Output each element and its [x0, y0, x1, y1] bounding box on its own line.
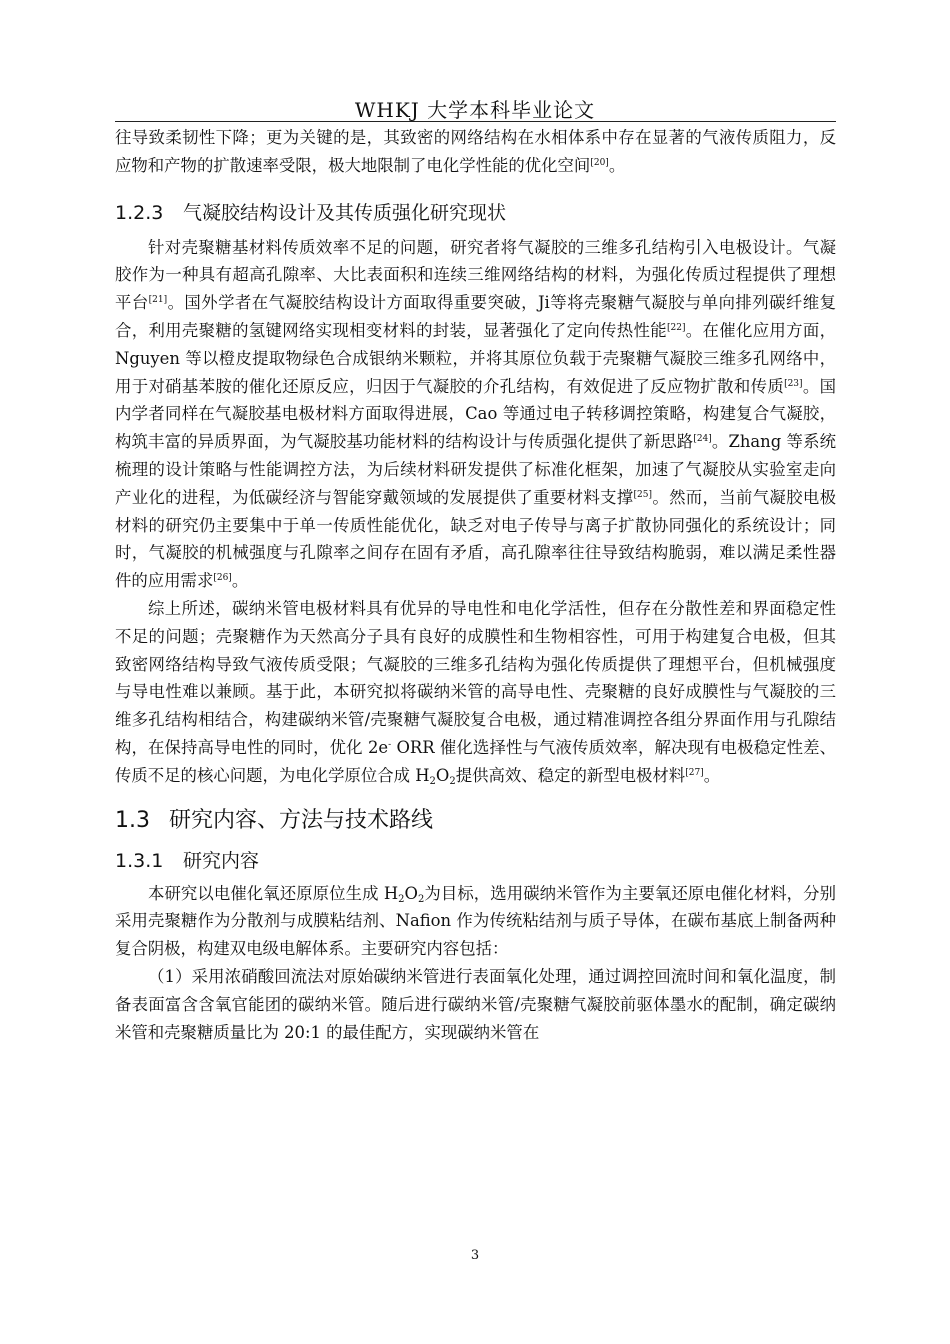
text-run: 。Zhang 等系统梳理的设计策略与性能调控方法，为后续材料研发提供了标准化框架，加速了气凝胶从实验室走向产业化的进程，为低碳经济与智能穿戴领域的发展提供了重要材料支撑: [115, 432, 836, 507]
citation-superscript: [25]: [633, 489, 653, 500]
citation-superscript: [24]: [693, 434, 712, 445]
citation-superscript: [23]: [784, 378, 803, 389]
subscript: 2: [417, 893, 425, 905]
citation-superscript: [20]: [590, 157, 609, 168]
text-run: 提供高效、稳定的新型电极材料: [455, 765, 686, 785]
running-header: WHKJ 大学本科毕业论文: [354, 98, 596, 122]
paragraph-item-1: [115, 963, 836, 1046]
text-run: 。国内学者同样在气凝胶基电极材料方面取得进展，Cao 等通过电子转移调控策略，构建复合气凝胶，构筑丰富的异质界面，为气凝胶基功能材料的结构设计与传质强化提供了新思路: [115, 376, 836, 452]
header-rule: [115, 121, 836, 122]
section-heading-1-2-3: [115, 198, 836, 228]
citation-superscript: -: [388, 739, 392, 750]
subscript: 2: [449, 775, 456, 787]
page-number: 3: [470, 1248, 480, 1263]
text-run: （1）采用浓硝酸回流法对原始碳纳米管进行表面氧化处理，通过调控回流时间和氧化温度，制备表面富含含氧官能团的碳纳米管。随后进行碳纳米管/壳聚糖气凝胶前驱体墨水的配制，确定碳纳米管和壳聚糖质量比为 20:1 的最佳配方，实现碳纳米管在: [115, 966, 836, 1042]
citation-superscript: [26]: [213, 573, 232, 584]
section-heading-1-3: [115, 804, 836, 838]
section-title: 研究内容、方法与技术路线: [169, 807, 434, 833]
text-run: 本研究以电催化氧还原原位生成 H: [148, 883, 399, 903]
subscript: 2: [429, 775, 436, 787]
paragraph-research-content: [115, 880, 836, 963]
paragraph-continued: [115, 124, 836, 180]
text-run: 。在催化应用方面，Nguyen 等以橙皮提取物绿色合成银纳米颗粒，并将其原位负载于壳聚糖气凝胶三维多孔网络中，用于对硝基苯胺的催化还原反应，归因于气凝胶的介孔结构，有效促进了反应物扩散和传质: [115, 320, 837, 396]
text-run: O: [404, 883, 418, 903]
section-title: 研究内容: [183, 849, 260, 872]
citation-superscript: [27]: [685, 767, 704, 778]
text-run: 。国外学者在气凝胶结构设计方面取得重要突破，Ji等将壳聚糖气凝胶与单向排列碳纤维复合，利用壳聚糖的氢键网络实现相变材料的封装，显著强化了定向传热性能: [115, 293, 836, 340]
subscript: 2: [398, 893, 405, 905]
citation-superscript: [21]: [148, 295, 168, 306]
text-run: O: [435, 765, 450, 785]
text-run: 。: [703, 765, 721, 785]
text-run: 针对壳聚糖基材料传质效率不足的问题，研究者将气凝胶的三维多孔结构引入电极设计。气凝胶作为一种具有超高孔隙率、大比表面积和连续三维网络结构的材料，为强化传质过程提供了理想平台: [115, 237, 836, 313]
citation-superscript: [22]: [666, 322, 686, 333]
text-run: 为目标，选用碳纳米管作为主要氧还原电催化材料，分别采用壳聚糖作为分散剂与成膜粘结剂、Nafion 作为传统粘结剂与质子导体，在碳布基底上制备两种复合阴极，构建双电级电解体系。主要研究内容包括：: [115, 883, 836, 959]
section-number: 1.3: [115, 807, 150, 833]
section-heading-1-3-1: [115, 846, 836, 876]
text-run: ORR 催化选择性与气液传质效率，解决现有电极稳定性差、传质不足的核心问题，为电化学原位合成 H: [115, 737, 836, 785]
section-title: 气凝胶结构设计及其传质强化研究现状: [183, 201, 507, 224]
text-run: 往导致柔韧性下降；更为关键的是，其致密的网络结构在水相体系中存在显著的气液传质阻力，反应物和产物的扩散速率受限，极大地限制了电化学性能的优化空间: [115, 128, 836, 175]
text-run: 。: [231, 571, 249, 591]
text-run: 综上所述，碳纳米管电极材料具有优异的导电性和电化学活性，但存在分散性差和界面稳定性不足的问题；壳聚糖作为天然高分子具有良好的成膜性和生物相容性，可用于构建复合电极，但其致密网络结构导致气液传质受限；气凝胶的三维多孔结构为强化传质提供了理想平台，但机械强度与导电性难以兼顾。基于此，本研究拟将碳纳米管的高导电性、壳聚糖的良好成膜性与气凝胶的三维多孔结构相结合，构建碳纳米管/壳聚糖气凝胶复合电极，通过精准调控各组分界面作用与孔隙结构，在保持高导电性的同时，优化 2e: [115, 598, 836, 757]
document-body: [115, 124, 836, 1046]
text-run: 。然而，当前气凝胶电极材料的研究仍主要集中于单一传质性能优化，缺乏对电子传导与离子扩散协同强化的系统设计；同时，气凝胶的机械强度与孔隙率之间存在固有矛盾，高孔隙率往往导致结构脆弱，难以满足柔性器件的应用需求: [115, 487, 837, 591]
section-number: 1.2.3: [115, 201, 164, 224]
text-run: 。: [608, 155, 626, 175]
paragraph-aerogel-status: [115, 234, 836, 595]
paragraph-summary: [115, 595, 836, 790]
section-number: 1.3.1: [115, 849, 164, 872]
